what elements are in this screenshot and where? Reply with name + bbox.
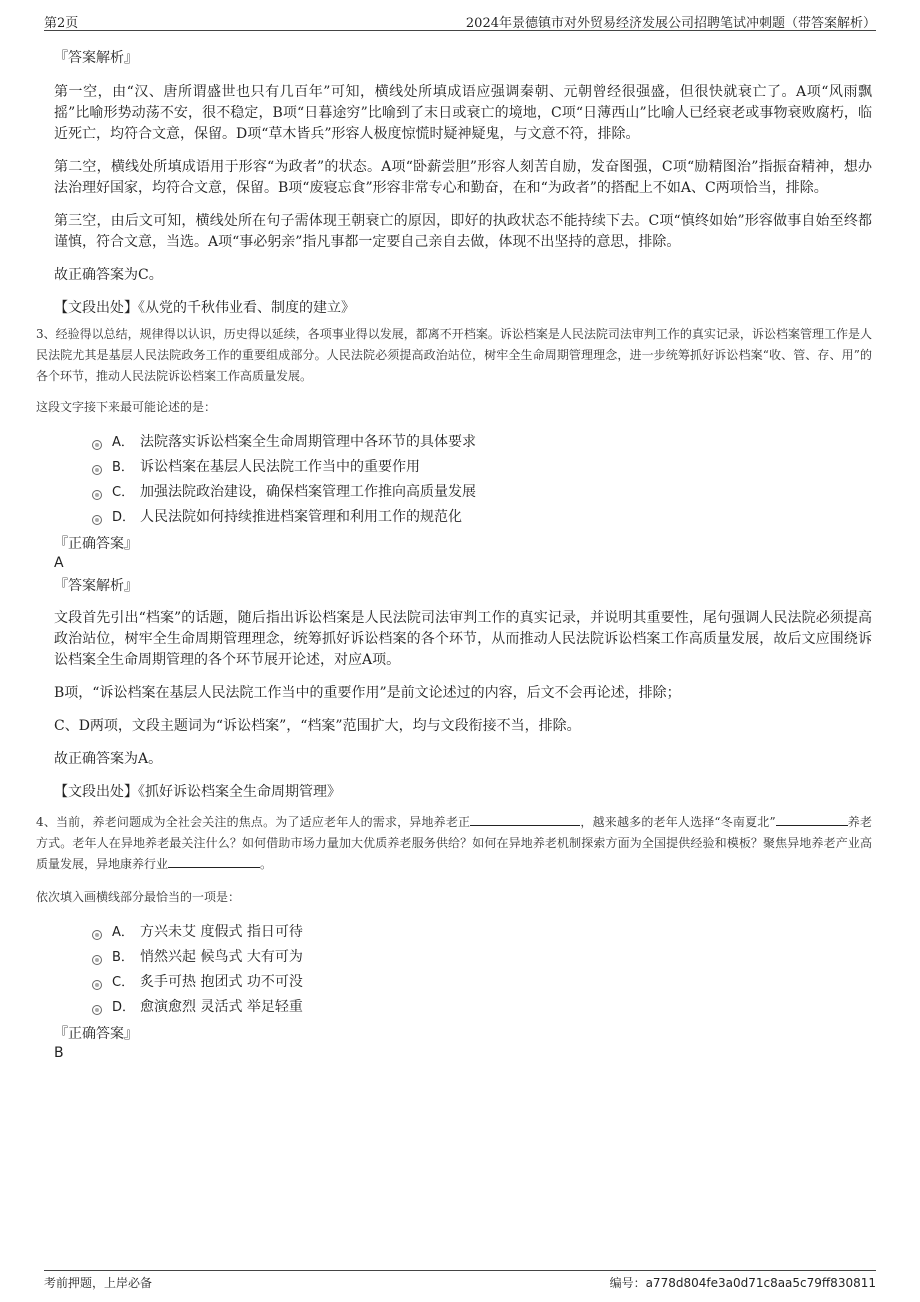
q4-answer: B [54, 1045, 64, 1061]
q2-source: 【文段出处】《从党的千秋伟业看、制度的建立》 [54, 300, 355, 316]
q2-analysis-label: 『答案解析』 [54, 50, 138, 66]
q2-analysis-para-3: 第三空，由后文可知，横线处所在句子需体现王朝衰亡的原因，即好的执政状态不能持续下去。C项“慎终如始”形容做事自始至终都谨慎，符合文意，当选。A项“事必躬亲”指凡事都一定要自己亲自去做，体现不出坚持的意思，排除。 [54, 213, 872, 250]
q3-question: 这段文字接下来最可能论述的是： [36, 400, 217, 414]
fill-blank-2[interactable] [776, 813, 848, 826]
q4-option-a[interactable]: A． 方兴未艾 度假式 指日可待 [92, 920, 872, 945]
q3-option-b[interactable]: B． 诉讼档案在基层人民法院工作当中的重要作用 [92, 455, 872, 480]
radio-icon[interactable] [92, 440, 102, 450]
radio-icon[interactable] [92, 515, 102, 525]
fill-blank-1[interactable] [470, 813, 580, 826]
q3-source: 【文段出处】《抓好诉讼档案全生命周期管理》 [54, 784, 341, 800]
radio-icon[interactable] [92, 930, 102, 940]
q3-answer: A [54, 555, 64, 571]
q3-answer-label: 『正确答案』 [54, 536, 138, 552]
page-content [36, 42, 872, 1062]
q2-analysis-para-2: 第二空，横线处所填成语用于形容“为政者”的状态。A项“卧薪尝胆”形容人刻苦自励，发奋图强，C项“励精图治”指振奋精神，想办法治理好国家，均符合文意，保留。B项“废寝忘食”形容非常专心和勤奋，在和“为政者”的搭配上不如A、C两项恰当，排除。 [54, 159, 872, 196]
page-header [44, 10, 876, 31]
radio-icon[interactable] [92, 955, 102, 965]
q3-conclusion: 故正确答案为A。 [54, 751, 163, 767]
q4-option-b[interactable]: B． 悄然兴起 候鸟式 大有可为 [92, 945, 872, 970]
q4-options [54, 920, 872, 1020]
fill-blank-3[interactable] [168, 855, 260, 868]
q3-analysis-para-1: 文段首先引出“档案”的话题，随后指出诉讼档案是人民法院司法审判工作的真实记录，并说明其重要性，尾句强调人民法院必须提高政治站位，树牢全生命周期管理理念，统筹抓好诉讼档案的各个环节，从而推动人民法院诉讼档案工作高质量发展，故后文应围绕诉讼档案全生命周期管理的各个环节展开论述，对应A项。 [54, 610, 872, 668]
q3-option-d[interactable]: D． 人民法院如何持续推进档案管理和利用工作的规范化 [92, 505, 872, 530]
q4-stem: 4、当前，养老问题成为全社会关注的焦点。为了适应老年人的需求，异地养老正 ，越来越多的老年人选择“冬南夏北” 养老方式。老年人在异地养老最关注什么？如何借助市场力量加大优质养老服务供给？如何在异地养老机制探索方面为全国提供经验和模板？聚焦异地养老产业高质量发展，异地康养行业 。 [36, 815, 872, 871]
q3-option-c[interactable]: C． 加强法院政治建设，确保档案管理工作推向高质量发展 [92, 480, 872, 505]
q3-analysis-para-2: B项，“诉讼档案在基层人民法院工作当中的重要作用”是前文论述过的内容，后文不会再论述，排除； [54, 685, 681, 701]
q3-analysis-label: 『答案解析』 [54, 578, 138, 594]
footer-slogan: 考前押题，上岸必备 [44, 1276, 153, 1290]
page-footer [44, 1270, 876, 1291]
radio-icon[interactable] [92, 980, 102, 990]
document-id: 编号：a778d804fe3a0d71c8aa5c79ff830811 [609, 1276, 876, 1290]
q4-question: 依次填入画横线部分最恰当的一项是： [36, 890, 241, 904]
q2-conclusion: 故正确答案为C。 [54, 267, 163, 283]
document-title: 2024年景德镇市对外贸易经济发展公司招聘笔试冲刺题（带答案解析） [465, 16, 876, 31]
radio-icon[interactable] [92, 490, 102, 500]
radio-icon[interactable] [92, 465, 102, 475]
q4-option-d[interactable]: D． 愈演愈烈 灵活式 举足轻重 [92, 995, 872, 1020]
q3-analysis-para-3: C、D两项，文段主题词为“诉讼档案”，“档案”范围扩大，均与文段衔接不当，排除。 [54, 718, 581, 734]
q4-option-c[interactable]: C． 炙手可热 抱团式 功不可没 [92, 970, 872, 995]
q2-analysis-para-1: 第一空，由“汉、唐所谓盛世也只有几百年”可知，横线处所填成语应强调秦朝、元朝曾经很强盛，但很快就衰亡了。A项“风雨飘摇”比喻形势动荡不安，很不稳定，B项“日暮途穷”比喻到了末日或衰亡的境地，C项“日薄西山”比喻人已经衰老或事物衰败腐朽，临近死亡，均符合文意，保留。D项“草木皆兵”形容人极度惊慌时疑神疑鬼，与文意不符，排除。 [54, 84, 872, 142]
q4-answer-label: 『正确答案』 [54, 1026, 138, 1042]
q3-stem: 3、经验得以总结，规律得以认识，历史得以延续，各项事业得以发展，都离不开档案。诉讼档案是人民法院司法审判工作的真实记录，诉讼档案管理工作是人民法院尤其是基层人民法院政务工作的重要组成部分。人民法院必须提高政治站位，树牢全生命周期管理理念，进一步统筹抓好诉讼档案“收、管、存、用”的各个环节，推动人民法院诉讼档案工作高质量发展。 [36, 327, 872, 383]
q3-option-a[interactable]: A． 法院落实诉讼档案全生命周期管理中各环节的具体要求 [92, 430, 872, 455]
page-number: 第2页 [44, 16, 79, 31]
q3-options [54, 430, 872, 530]
radio-icon[interactable] [92, 1005, 102, 1015]
